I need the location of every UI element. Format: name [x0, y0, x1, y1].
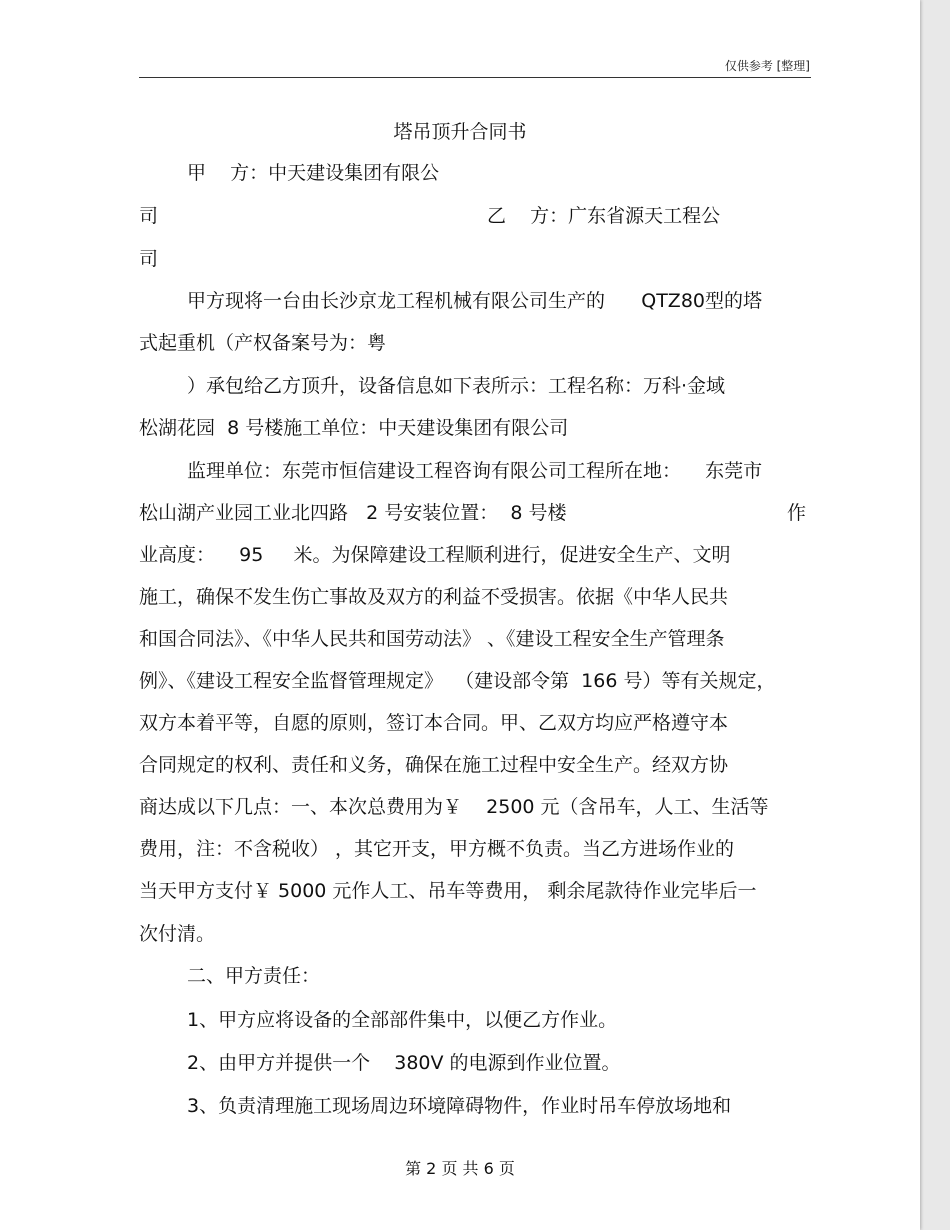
body-line: 式起重机（产权备案号为：粤: [139, 332, 387, 354]
body-line: 次付清。: [139, 923, 216, 945]
body-line: 松湖花园 8 号楼施工单位：中天建设集团有限公司: [139, 417, 569, 439]
party-b-line: 乙 方：广东省源天工程公: [487, 205, 721, 227]
section-heading: 二、甲方责任：: [187, 965, 321, 987]
document-title: 塔吊顶升合同书: [393, 121, 527, 143]
body-line: 当天甲方支付￥ 5000 元作人工、吊车等费用， 剩余尾款待作业完毕后一: [139, 880, 757, 902]
party-b-line-cont: 司: [139, 248, 159, 270]
body-line: 合同规定的权利、责任和义务，确保在施工过程中安全生产。经双方协: [139, 754, 729, 776]
party-a-line-cont: 司: [139, 205, 159, 227]
body-line: 业高度： 95 米。为保障建设工程顺利进行，促进安全生产、文明: [139, 544, 731, 566]
body-line: 商达成以下几点：一、本次总费用为￥ 2500 元（含吊车，人工、生活等: [139, 796, 769, 818]
list-item: 2、由甲方并提供一个 380V 的电源到作业位置。: [187, 1052, 621, 1074]
body-line: 监理单位：东莞市恒信建设工程咨询有限公司工程所在地： 东莞市: [187, 460, 763, 482]
body-line: 甲方现将一台由长沙京龙工程机械有限公司生产的 QTZ80型的塔: [187, 290, 762, 312]
page-footer: 第 2 页 共 6 页: [405, 1159, 515, 1178]
body-line-right: 作: [787, 502, 807, 524]
body-line: 和国合同法》、《中华人民共和国劳动法》 、《建设工程安全生产管理条: [139, 628, 725, 650]
list-item: 1、甲方应将设备的全部部件集中，以便乙方作业。: [187, 1009, 618, 1031]
party-a-line: 甲 方：中天建设集团有限公: [187, 162, 440, 184]
body-line: 施工，确保不发生伤亡事故及双方的利益不受损害。依据《中华人民共: [139, 586, 729, 608]
body-line: 松山湖产业园工业北四路 2 号安装位置： 8 号楼: [139, 502, 567, 524]
header-rule: [139, 77, 811, 78]
body-line: 例》、《建设工程安全监督管理规定》 （建设部令第 166 号）等有关规定，: [139, 670, 776, 692]
list-item: 3、负责清理施工现场周边环境障碍物件，作业时吊车停放场地和: [187, 1095, 732, 1117]
body-line: 费用，注：不含税收） ，其它开支，甲方概不负责。当乙方进场作业的: [139, 838, 735, 860]
body-line: 双方本着平等，自愿的原则，签订本合同。甲、乙双方均应严格遵守本: [139, 712, 729, 734]
page-header-note: 仅供参考 [整理]: [724, 59, 810, 73]
body-line: ）承包给乙方顶升，设备信息如下表所示：工程名称：万科·金域: [187, 375, 726, 397]
